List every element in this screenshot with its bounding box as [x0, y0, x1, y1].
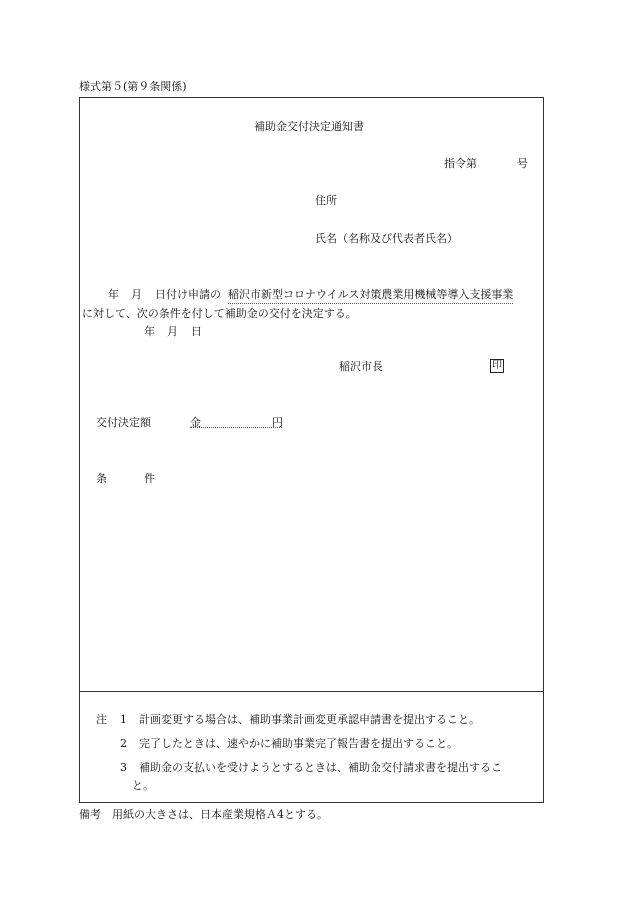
decision-year: 年 — [144, 325, 155, 338]
amount-dotted-line — [190, 427, 282, 428]
note-1-text: 計画変更する場合は、補助事業計画変更承認申請書を提出すること。 — [139, 713, 480, 726]
amount-prefix: 金 — [190, 416, 201, 429]
note-1-number: 1 — [120, 713, 127, 726]
notes-label: 注 — [96, 713, 107, 726]
seal-box: 印 — [492, 360, 502, 371]
decision-month: 月 — [167, 325, 178, 338]
form-number: 様式第５(第９条関係) — [79, 80, 187, 93]
project-name: 稲沢市新型コロナウイルス対策農業用機械等導入支援事業 — [228, 288, 513, 304]
document-title: 補助金交付決定通知書 — [254, 120, 364, 133]
note-3-text: 補助金の支払いを受けようとするときは、補助金交付請求書を提出するこ — [139, 761, 502, 774]
decision-day: 日 — [191, 325, 202, 338]
conditions-label-2: 件 — [144, 472, 155, 485]
reference-suffix: 号 — [517, 157, 528, 170]
issuer-name: 稲沢市長 — [339, 360, 383, 373]
body-date-year: 年 — [108, 288, 119, 301]
amount-label: 交付決定額 — [96, 416, 151, 429]
body-date-day-text: 日付け申請の — [155, 288, 221, 301]
address-label: 住所 — [315, 194, 337, 207]
conditions-label-1: 条 — [96, 472, 107, 485]
body-date-month: 月 — [131, 288, 142, 301]
note-2-number: 2 — [120, 737, 127, 750]
note-3-number: 3 — [120, 761, 127, 774]
note-3-continuation: と。 — [132, 779, 154, 792]
amount-suffix: 円 — [272, 416, 283, 429]
name-label: 氏名（名称及び代表者氏名） — [315, 232, 458, 245]
body-line-2: に対して、次の条件を付して補助金の交付を決定する。 — [82, 307, 357, 320]
main-frame — [79, 97, 544, 692]
note-2-text: 完了したときは、速やかに補助事業完了報告書を提出すること。 — [139, 737, 458, 750]
remark: 備考 用紙の大きさは、日本産業規格Ａ4とする。 — [79, 808, 328, 821]
reference-prefix: 指令第 — [444, 157, 477, 170]
